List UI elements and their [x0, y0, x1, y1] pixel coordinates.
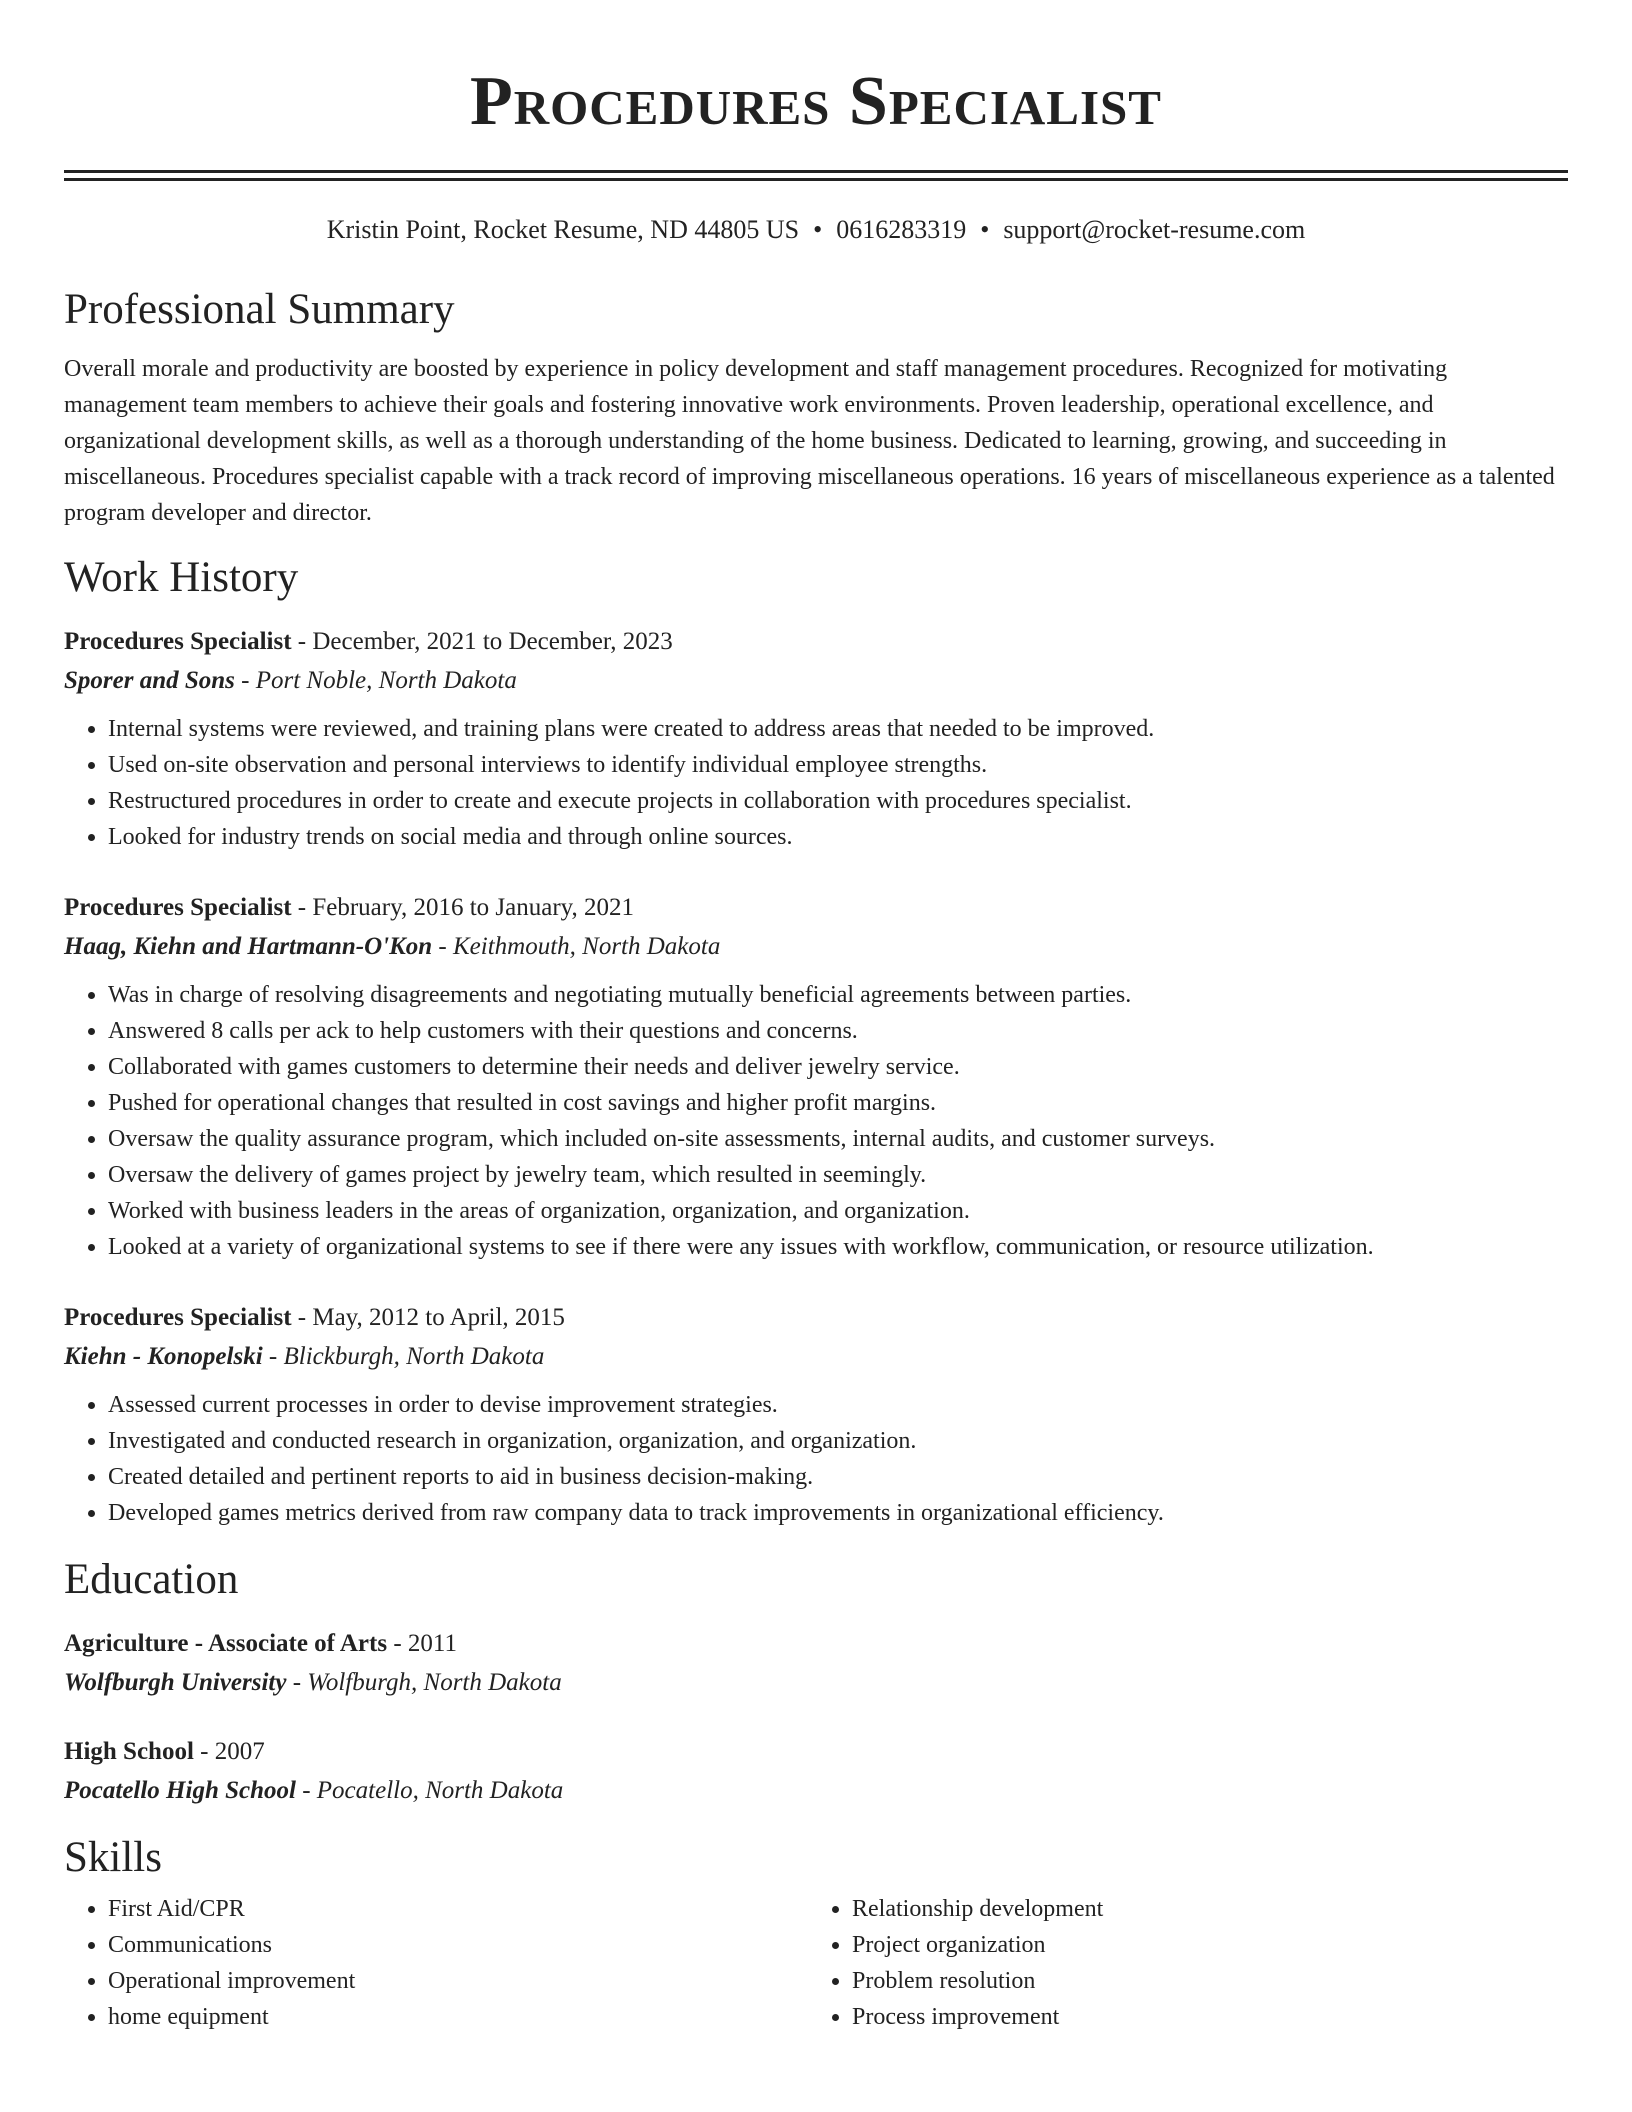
job-company-line: [64, 927, 1568, 967]
skill-item: • First Aid/CPR: [108, 1891, 808, 1927]
list-item: • Worked with business leaders in the areas of organization, organization, and organization.: [108, 1193, 1568, 1229]
list-item: • Was in charge of resolving disagreements and negotiating mutually beneficial agreements between parties.: [108, 977, 1568, 1013]
education-header: [64, 1733, 1568, 1771]
job-bullets: [64, 711, 1568, 855]
education-entry: [64, 1625, 1568, 1703]
job-dates: - February, 2016 to January, 2021: [291, 894, 635, 921]
education-entry: [64, 1733, 1568, 1811]
skills-column-left: [64, 1891, 808, 2035]
resume-title: Procedures Specialist: [470, 63, 1162, 140]
list-item: • Internal systems were reviewed, and training plans were created to address areas that needed to be improved.: [108, 711, 1568, 747]
skill-item: • Problem resolution: [852, 1963, 1552, 1999]
contact-address: Kristin Point, Rocket Resume, ND 44805 US: [326, 215, 800, 244]
education-degree: Agriculture - Associate of Arts: [64, 1630, 388, 1657]
skill-item: • Communications: [108, 1927, 808, 1963]
list-item: • Oversaw the quality assurance program, which included on-site assessments, internal audits, and customer surveys.: [108, 1121, 1568, 1157]
contact-email: support@rocket-resume.com: [1003, 215, 1306, 244]
job-company: Sporer and Sons: [64, 667, 235, 694]
title-divider-top: [64, 170, 1568, 173]
job-company-line: [64, 1337, 1568, 1377]
job-company: Haag, Kiehn and Hartmann-O'Kon: [64, 933, 433, 960]
job-role: Procedures Specialist: [64, 894, 292, 921]
list-item: • Pushed for operational changes that resulted in cost savings and higher profit margins.: [108, 1085, 1568, 1121]
skills-column-right: [808, 1891, 1552, 2035]
section-heading-work-history: Work History: [64, 554, 299, 601]
skill-item: • Operational improvement: [108, 1963, 808, 1999]
job-entry: [64, 1299, 1568, 1531]
list-item: • Restructured procedures in order to create and execute projects in collaboration with procedures specialist.: [108, 783, 1568, 819]
job-entry: [64, 889, 1568, 1265]
job-entry: [64, 623, 1568, 855]
title-divider-bottom: [64, 178, 1568, 181]
job-bullets: [64, 977, 1568, 1265]
job-location: - Keithmouth, North Dakota: [432, 933, 721, 960]
skill-item: • Project organization: [852, 1927, 1552, 1963]
list-item: • Used on-site observation and personal interviews to identify individual employee strengths.: [108, 747, 1568, 783]
job-header: [64, 889, 1568, 927]
education-header: [64, 1625, 1568, 1663]
job-location: - Port Noble, North Dakota: [234, 667, 517, 694]
list-item: • Assessed current processes in order to devise improvement strategies.: [108, 1387, 1568, 1423]
education-school: Pocatello High School: [64, 1777, 296, 1804]
skills-list: [64, 1891, 1568, 2035]
job-header: [64, 1299, 1568, 1337]
contact-separator: •: [980, 215, 990, 244]
list-item: • Answered 8 calls per ack to help customers with their questions and concerns.: [108, 1013, 1568, 1049]
job-company: Kiehn - Konopelski: [64, 1343, 263, 1370]
contact-line: [64, 213, 1568, 247]
education-location: - Wolfburgh, North Dakota: [286, 1669, 562, 1696]
contact-separator: •: [813, 215, 823, 244]
job-dates: - May, 2012 to April, 2015: [291, 1304, 565, 1331]
job-role: Procedures Specialist: [64, 628, 292, 655]
job-role: Procedures Specialist: [64, 1304, 292, 1331]
list-item: • Collaborated with games customers to determine their needs and deliver jewelry service.: [108, 1049, 1568, 1085]
education-location: - Pocatello, North Dakota: [295, 1777, 564, 1804]
job-company-line: [64, 661, 1568, 701]
job-location: - Blickburgh, North Dakota: [262, 1343, 545, 1370]
list-item: • Looked for industry trends on social media and through online sources.: [108, 819, 1568, 855]
section-heading-skills: Skills: [64, 1834, 162, 1881]
education-school-line: [64, 1771, 1568, 1811]
resume-page: [64, 0, 1568, 2035]
skill-item: • Relationship development: [852, 1891, 1552, 1927]
skill-item: • home equipment: [108, 1999, 808, 2035]
summary-text: Overall morale and productivity are boosted by experience in policy development and staff management procedures. Recognized for motivating management team members to achieve their goals and fostering innovative work environments. Proven leadership, operational excellence, and organizational development skills, as well as a thorough understanding of the home business. Dedicated to learning, growing, and succeeding in miscellaneous. Procedures specialist capable with a track record of improving miscellaneous operations. 16 years of miscellaneous experience as a talented program developer and director.: [64, 356, 1555, 526]
education-school-line: [64, 1663, 1568, 1703]
list-item: • Created detailed and pertinent reports to aid in business decision-making.: [108, 1459, 1568, 1495]
list-item: • Looked at a variety of organizational systems to see if there were any issues with workflow, communication, or resource utilization.: [108, 1229, 1568, 1265]
section-heading-summary: Professional Summary: [64, 286, 455, 333]
job-dates: - December, 2021 to December, 2023: [291, 628, 673, 655]
list-item: • Oversaw the delivery of games project by jewelry team, which resulted in seemingly.: [108, 1157, 1568, 1193]
job-bullets: [64, 1387, 1568, 1531]
job-header: [64, 623, 1568, 661]
education-year: - 2011: [387, 1630, 457, 1657]
skill-item: • Process improvement: [852, 1999, 1552, 2035]
section-heading-education: Education: [64, 1556, 239, 1603]
education-school: Wolfburgh University: [64, 1669, 287, 1696]
education-year: - 2007: [193, 1738, 265, 1765]
education-degree: High School: [64, 1738, 194, 1765]
list-item: • Developed games metrics derived from raw company data to track improvements in organizational efficiency.: [108, 1495, 1568, 1531]
contact-phone: 0616283319: [836, 215, 967, 244]
list-item: • Investigated and conducted research in organization, organization, and organization.: [108, 1423, 1568, 1459]
